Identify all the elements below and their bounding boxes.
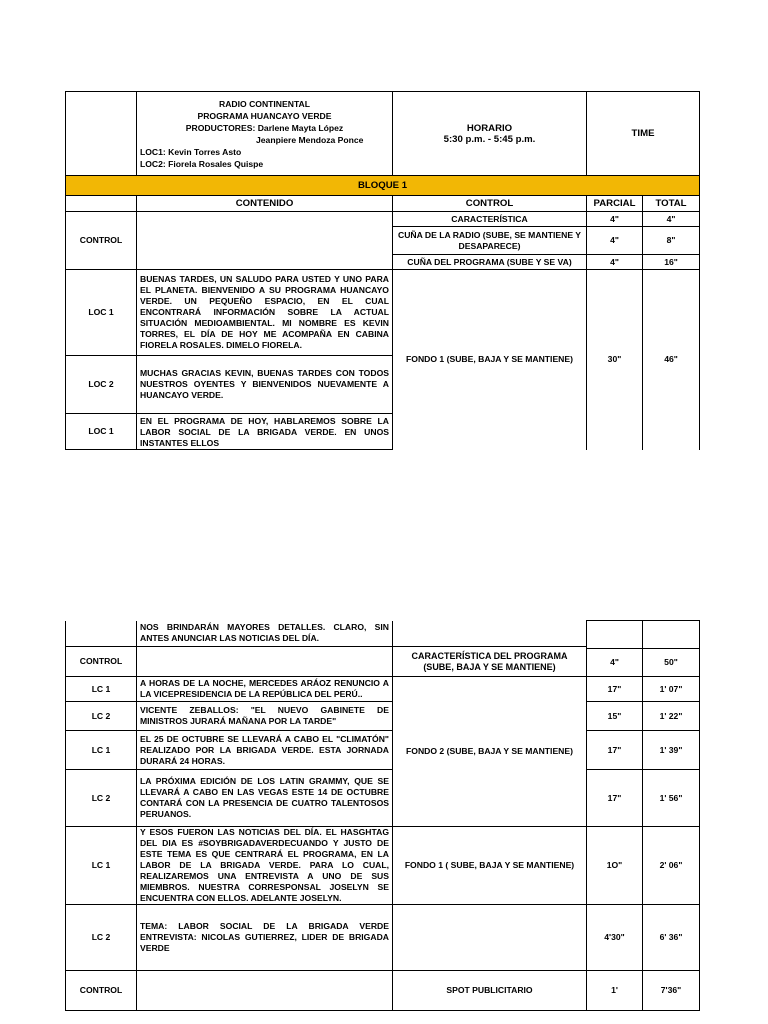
content-cell: LA PRÓXIMA EDICIÓN DE LOS LATIN GRAMMY, QUE SE LLEVARÁ A CABO EN LAS VEGAS ESTE 14 DE OCTUBRE CONTARÁ CON LA PRESENCIA DE CUATRO TALENTOSOS PERUANOS. [137,770,393,827]
content-cell [137,647,393,677]
table-row [66,827,700,905]
content-cell: EL 25 DE OCTUBRE SE LLEVARÁ A CABO EL "CLIMATÓN" REALIZADO POR LA BRIGADA VERDE. ESTA JORNADA DURARÁ 24 HORAS. [137,731,393,770]
parcial-cell: 30" [587,270,643,450]
locutor-two: LOC2: Fiorela Rosales Quispe [140,158,264,169]
content-cell: BUENAS TARDES, UN SALUDO PARA USTED Y UNO PARA EL PLANETA. BIENVENIDO A SU PROGRAMA HUANCAYO VERDE. UN PEQUEÑO ESPACIO, EN EL CUAL ENCONTRARÁ INFORMACIÓN SOBRE LA ACTUAL SITUACIÓN MEDIOAMBIENTAL. MI NOMBRE ES KEVIN TORRES, EL DÍA DE HOY ME ACOMPAÑA EN CABINA FIORELA ROSALES. DIMELO FIORELA. [137,270,393,356]
column-header-contenido: CONTENIDO [137,196,393,212]
total-cell: 8" [643,227,700,255]
parcial-cell: 4" [587,649,643,677]
block-row [66,176,700,196]
script-table-page-2 [65,620,700,1011]
speaker-cell: LOC 1 [66,270,137,356]
producer-two: Jeanpiere Mendoza Ponce [256,134,364,145]
speaker-cell: CONTROL [66,971,137,1011]
total-cell [643,621,700,649]
parcial-cell: 1' [587,971,643,1011]
content-cell: EN EL PROGRAMA DE HOY, HABLAREMOS SOBRE LA LABOR SOCIAL DE LA BRIGADA VERDE. EN UNOS INSTANTES ELLOS [137,414,393,450]
total-cell: 46" [643,270,700,450]
schedule-cell [393,92,587,176]
parcial-cell: 1O" [587,827,643,905]
control-cell: CARACTERÍSTICA DEL PROGRAMA (SUBE, BAJA Y SE MANTIENE) [393,647,587,677]
speaker-cell: LC 2 [66,905,137,971]
content-cell: TEMA: LABOR SOCIAL DE LA BRIGADA VERDE ENTREVISTA: NICOLAS GUTIERREZ, LIDER DE BRIGADA VERDE [137,905,393,971]
speaker-cell: CONTROL [66,212,137,270]
total-cell: 6' 36" [643,905,700,971]
control-cell: SPOT PUBLICITARIO [393,971,587,1011]
parcial-cell: 17" [587,731,643,770]
locutor-one: LOC1: Kevin Torres Asto [140,146,242,157]
total-cell: 1' 39" [643,731,700,770]
parcial-cell: 15" [587,702,643,731]
control-cell: FONDO 1 (SUBE, BAJA Y SE MANTIENE) [393,270,587,450]
control-cell [393,621,587,647]
column-header-control: CONTROL [393,196,587,212]
content-cell: Y ESOS FUERON LAS NOTICIAS DEL DÍA. EL HASGHTAG DEL DIA ES #SOYBRIGADAVERDECUANDO Y JUSTO DE ESTE TEMA ES QUE CENTRARÁ EL PROGRAMA, EN LA LABOR DE LA BRIGADA VERDE. PARA LO CUAL, REALIZAREMOS UNA ENTREVISTA A UNO DE SUS MIEMBROS. NUESTRA CORRESPONSAL JOSELYN SE ENCUENTRA CON ELLOS. ADELANTE JOSELYN. [137,827,393,905]
speaker-cell: LOC 1 [66,414,137,450]
table-row [66,212,700,227]
header-row [66,92,700,176]
table-row [66,677,700,702]
column-headers [66,196,700,212]
control-cell: CARACTERÍSTICA [393,212,587,227]
speaker-cell: CONTROL [66,647,137,677]
speaker-cell: LC 2 [66,770,137,827]
control-cell: FONDO 2 (SUBE, BAJA Y SE MANTIENE) [393,677,587,827]
total-cell: 1' 56" [643,770,700,827]
parcial-cell: 4" [587,212,643,227]
content-cell [137,212,393,270]
table-row [66,971,700,1011]
table-row [66,770,700,827]
speaker-cell: LC 1 [66,731,137,770]
speaker-cell [66,621,137,647]
time-header: TIME [587,92,700,176]
table-row [66,702,700,731]
parcial-cell: 17" [587,677,643,702]
total-cell: 1' 07" [643,677,700,702]
parcial-cell [587,621,643,649]
content-cell: NOS BRINDARÁN MAYORES DETALLES. CLARO, SIN ANTES ANUNCIAR LAS NOTICIAS DEL DÍA. [137,621,393,647]
header-empty-cell [66,92,137,176]
parcial-cell: 4" [587,227,643,255]
program-info-cell [137,92,393,176]
speaker-cell: LC 2 [66,702,137,731]
total-cell: 2' 06" [643,827,700,905]
control-cell: FONDO 1 ( SUBE, BAJA Y SE MANTIENE) [393,827,587,905]
column-header-total: TOTAL [643,196,700,212]
program-name: PROGRAMA HUANCAYO VERDE [197,110,332,121]
table-row [66,731,700,770]
control-cell: CUÑA DE LA RADIO (SUBE, SE MANTIENE Y DESAPARECE) [393,227,587,255]
total-cell: 1' 22" [643,702,700,731]
total-cell: 16" [643,255,700,270]
block-label: BLOQUE 1 [66,176,700,196]
parcial-cell: 4" [587,255,643,270]
total-cell: 50" [643,649,700,677]
total-cell: 7'36" [643,971,700,1011]
column-header-parcial: PARCIAL [587,196,643,212]
station-name: RADIO CONTINENTAL [218,98,311,109]
table-row [66,621,700,647]
schedule-value: 5:30 p.m. - 5:45 p.m. [443,133,536,145]
content-cell [137,971,393,1011]
schedule-label: HORARIO [466,122,513,134]
speaker-cell: LC 1 [66,677,137,702]
column-header-speaker [66,196,137,212]
content-cell: VICENTE ZEBALLOS: "EL NUEVO GABINETE DE MINISTROS JURARÁ MAÑANA POR LA TARDE" [137,702,393,731]
control-cell [393,905,587,971]
control-cell: CUÑA DEL PROGRAMA (SUBE Y SE VA) [393,255,587,270]
content-cell: MUCHAS GRACIAS KEVIN, BUENAS TARDES CON TODOS NUESTROS OYENTES Y BIENVENIDOS NUEVAMENTE A HUANCAYO VERDE. [137,356,393,414]
content-cell: A HORAS DE LA NOCHE, MERCEDES ARÁOZ RENUNCIO A LA VICEPRESIDENCIA DE LA REPÚBLICA DEL PERÚ.. [137,677,393,702]
speaker-cell: LC 1 [66,827,137,905]
script-table-page-1 [65,91,700,450]
table-row [66,270,700,356]
speaker-cell: LOC 2 [66,356,137,414]
total-cell: 4" [643,212,700,227]
producers-line: PRODUCTORES: Darlene Mayta López [185,122,344,133]
parcial-cell: 4'30" [587,905,643,971]
table-row [66,905,700,971]
parcial-cell: 17" [587,770,643,827]
